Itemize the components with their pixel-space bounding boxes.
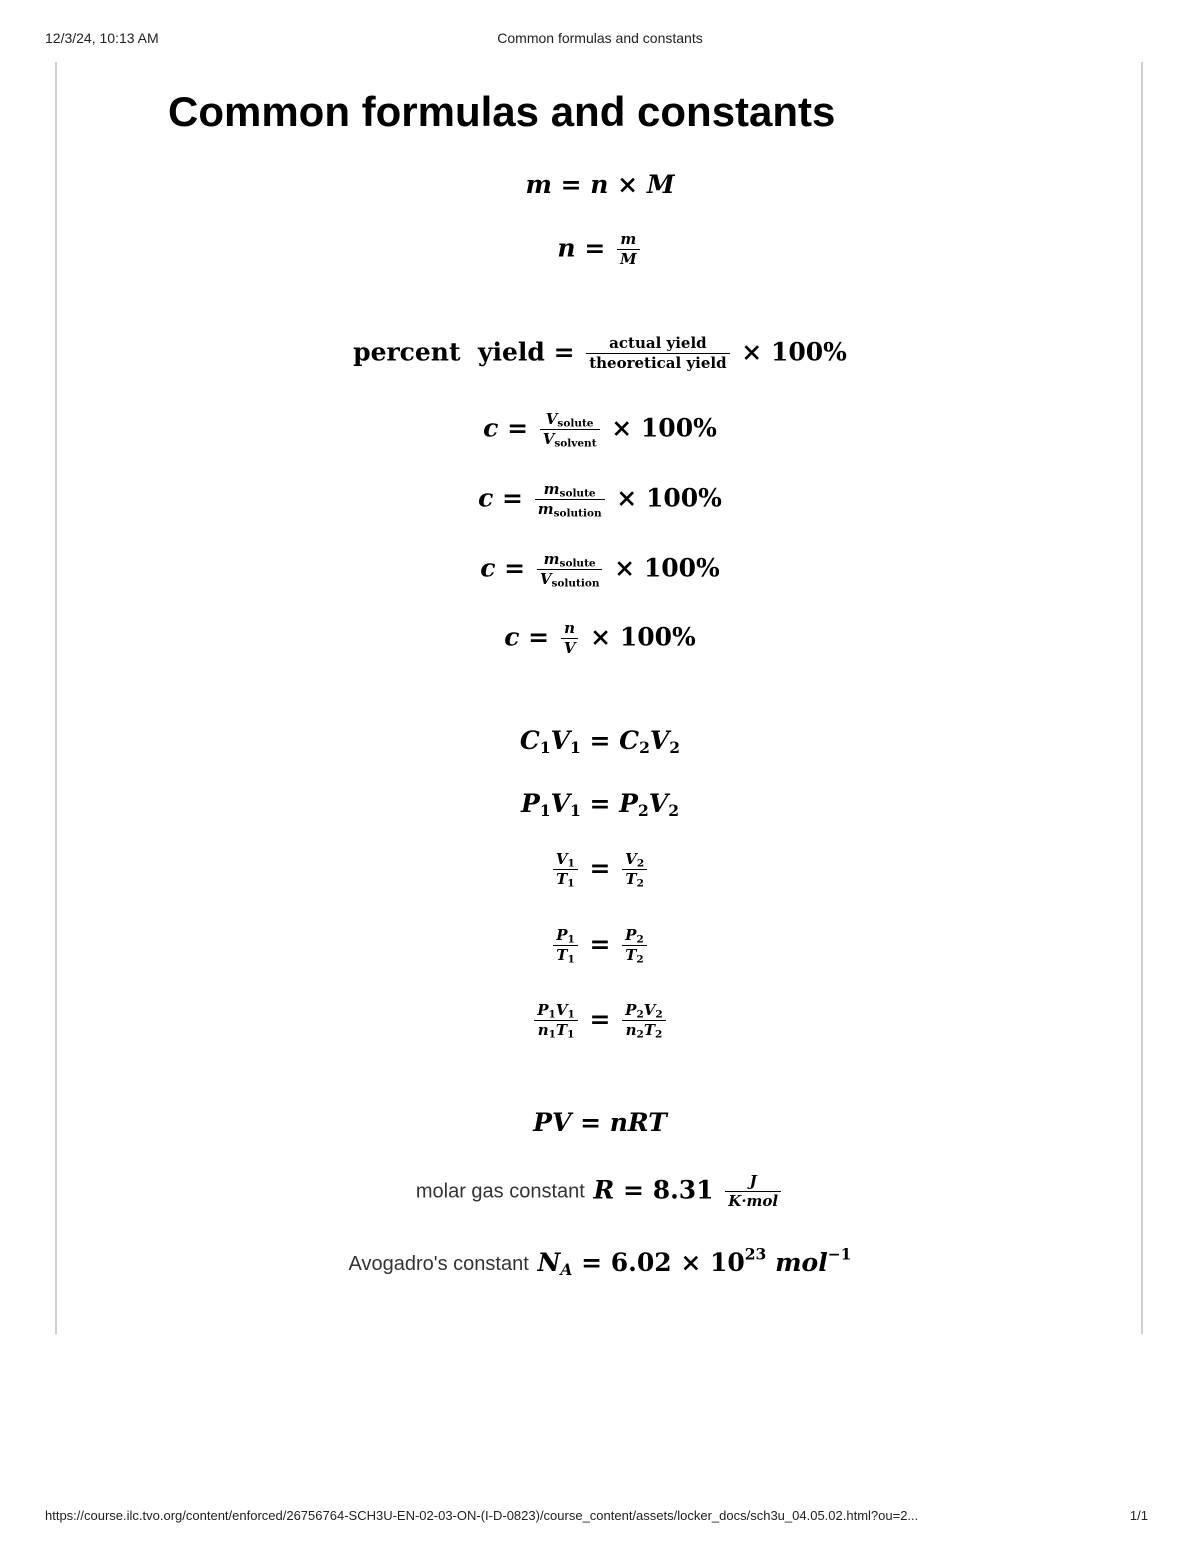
formula-boyle: $P_1V_1 = P_2V_2$: [521, 789, 679, 820]
formula-combined-gas: $\frac{P_1V_1}{n_1T_1}$ = $\frac{P_2V_2}{n_2T_2}$: [0, 1003, 1200, 1039]
formula-conc-mass: c = $\frac{m_{solute}}{m_{solution}}$ × 100%: [478, 480, 722, 520]
formula-ideal-gas: PV = nRT: [533, 1108, 667, 1137]
gas-constant-label: molar gas constant: [415, 1180, 585, 1203]
formula-moles: n = $\frac{m}{M}$: [0, 232, 1200, 268]
print-url: https://course.ilc.tvo.org/content/enforced/26756764-SCH3U-EN-02-03-ON-(I-D-0823)/course_content/assets/locker_docs/sch3u_04.05.02.html?ou=2...: [45, 1508, 919, 1523]
avogadro-label: Avogadro's constant: [348, 1253, 529, 1275]
formula-conc-volume: c = $\frac{V_{solute}}{V_{solvent}}$ × 100%: [483, 410, 717, 450]
constant-avogadro: Avogadro's constant $N_A = 6.02 \times 10^{23}$ mol$^{-1}$: [348, 1244, 852, 1279]
formula-dilution: $C_1V_1 = C_2V_2$: [519, 726, 681, 757]
constant-gas: molar gas constant R = 8.31 $\frac{J}{\text{K·mol}}$: [0, 1174, 1200, 1210]
formula-conc-mass-volume: c = $\frac{m_{solute}}{V_{solution}}$ × 100%: [480, 550, 720, 590]
page-title: Common formulas and constants: [168, 88, 836, 135]
print-doc-title: Common formulas and constants: [497, 30, 703, 46]
formula-conc-molar: c = $\frac{n}{V}$ × 100%: [504, 619, 696, 657]
formula-percent-yield: percent yield = $\frac{\text{actual yield}}{\text{theoretical yield}}$ × 100%: [353, 334, 847, 372]
print-datetime: 12/3/24, 10:13 AM: [45, 30, 159, 46]
formula-gay-lussac: $\frac{P_1}{T_1}$ = $\frac{P_2}{T_2}$: [0, 928, 1200, 964]
formula-mass: m = n × M: [525, 170, 675, 199]
formula-charles: $\frac{V_1}{T_1}$ = $\frac{V_2}{T_2}$: [0, 852, 1200, 888]
print-page-number: 1/1: [1129, 1508, 1148, 1523]
